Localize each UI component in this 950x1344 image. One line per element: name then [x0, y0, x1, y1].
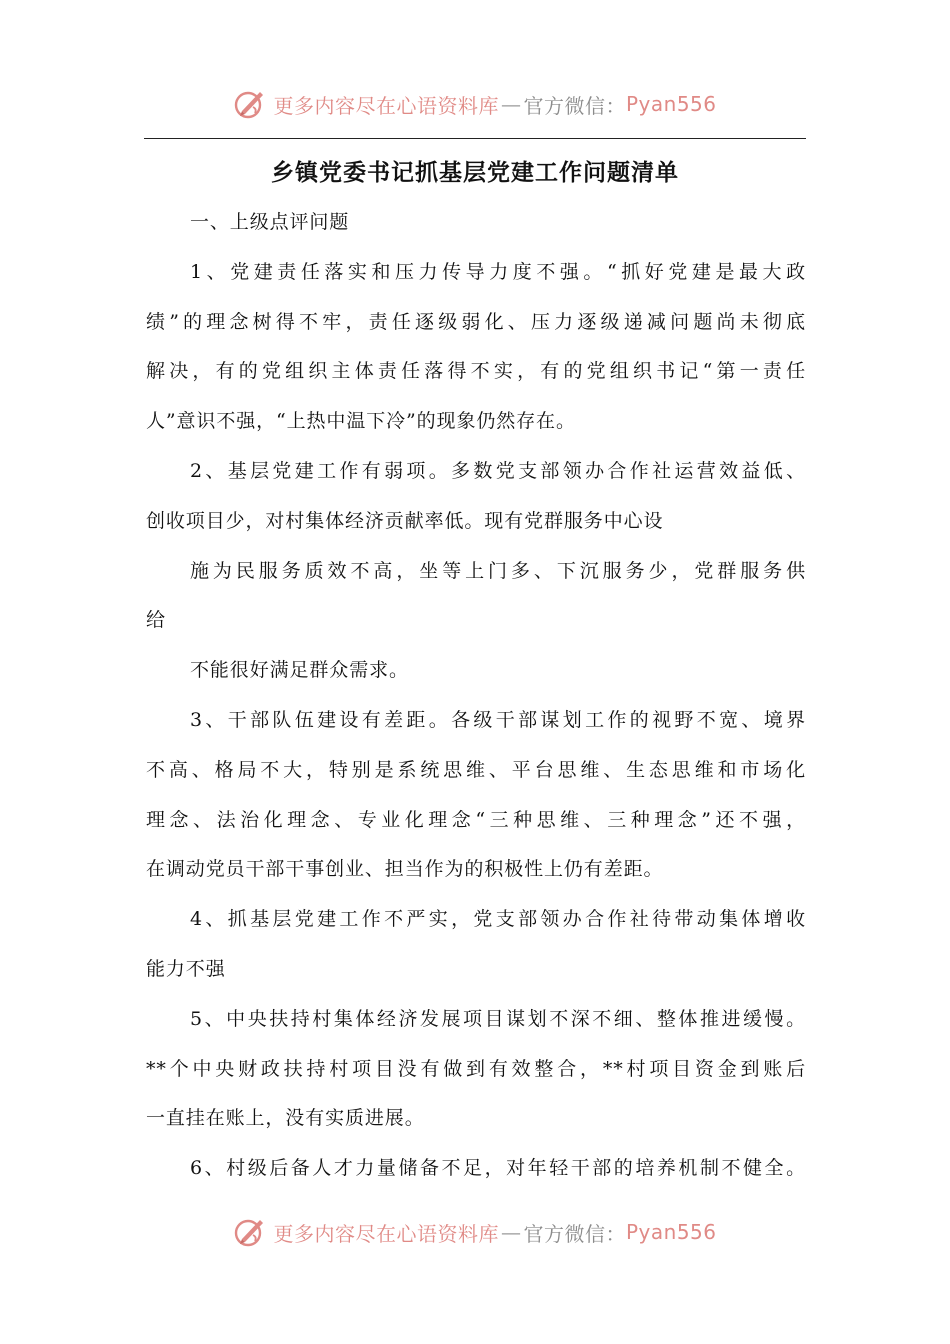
paragraph-line: 4、抓基层党建工作不严实，党支部领办合作社待带动集体增收	[190, 908, 806, 931]
watermark-brand-text: 更多内容尽在心语资料库	[273, 1221, 499, 1246]
watermark-separator: —	[500, 1220, 522, 1244]
paragraph-line: 理念、法治化理念、专业化理念“三种思维、三种理念”还不强，	[146, 808, 806, 831]
section-heading: 一、上级点评问题	[190, 211, 350, 233]
paragraph-line: 能力不强	[146, 957, 226, 980]
paragraph-line: 一直挂在账上，没有实质进展。	[146, 1107, 425, 1130]
paragraph-line: 绩”的理念树得不牢，责任逐级弱化、压力逐级递减问题尚未彻底	[146, 310, 806, 333]
header-rule	[144, 138, 806, 139]
paragraph-line: 2、基层党建工作有弱项。多数党支部领办合作社运营效益低、	[190, 459, 806, 482]
watermark-footer	[0, 1212, 950, 1252]
paragraph-line: 在调动党员干部干事创业、担当作为的积极性上仍有差距。	[146, 858, 664, 881]
paragraph-line: 6、村级后备人才力量储备不足，对年轻干部的培养机制不健全。	[190, 1157, 806, 1180]
paragraph-line: 创收项目少，对村集体经济贡献率低。现有党群服务中心设	[146, 509, 664, 532]
watermark-brand-text: 更多内容尽在心语资料库	[273, 93, 499, 118]
paragraph-line: **个中央财政扶持村项目没有做到有效整合，**村项目资金到账后	[146, 1057, 806, 1080]
watermark-separator: —	[500, 92, 522, 116]
watermark-wechat-id: Pyan556	[625, 92, 717, 116]
watermark-header	[0, 84, 950, 124]
pen-logo-icon	[233, 1215, 267, 1249]
paragraph-line: 施为民服务质效不高，坐等上门多、下沉服务少，党群服务供	[190, 559, 806, 582]
watermark-wechat-id: Pyan556	[625, 1220, 717, 1244]
document-body	[146, 198, 806, 1194]
watermark-official-label: 官方微信：	[523, 93, 626, 118]
paragraph-line: 5、中央扶持村集体经济发展项目谋划不深不细、整体推进缓慢。	[190, 1007, 806, 1030]
paragraph-line: 不高、格局不大，特别是系统思维、平台思维、生态思维和市场化	[146, 758, 806, 781]
paragraph-line: 人”意识不强，“上热中温下冷”的现象仍然存在。	[146, 410, 576, 433]
paragraph-line: 解决，有的党组织主体责任落得不实，有的党组织书记“第一责任	[146, 360, 806, 383]
watermark-official-label: 官方微信：	[523, 1221, 626, 1246]
paragraph-line: 给	[146, 609, 166, 632]
pen-logo-icon	[233, 87, 267, 121]
document-title: 乡镇党委书记抓基层党建工作问题清单	[271, 159, 679, 186]
paragraph-line: 不能很好满足群众需求。	[190, 659, 409, 682]
paragraph-line: 3、干部队伍建设有差距。各级干部谋划工作的视野不宽、境界	[190, 708, 806, 731]
paragraph-line: 1、党建责任落实和压力传导力度不强。“抓好党建是最大政	[190, 260, 806, 283]
